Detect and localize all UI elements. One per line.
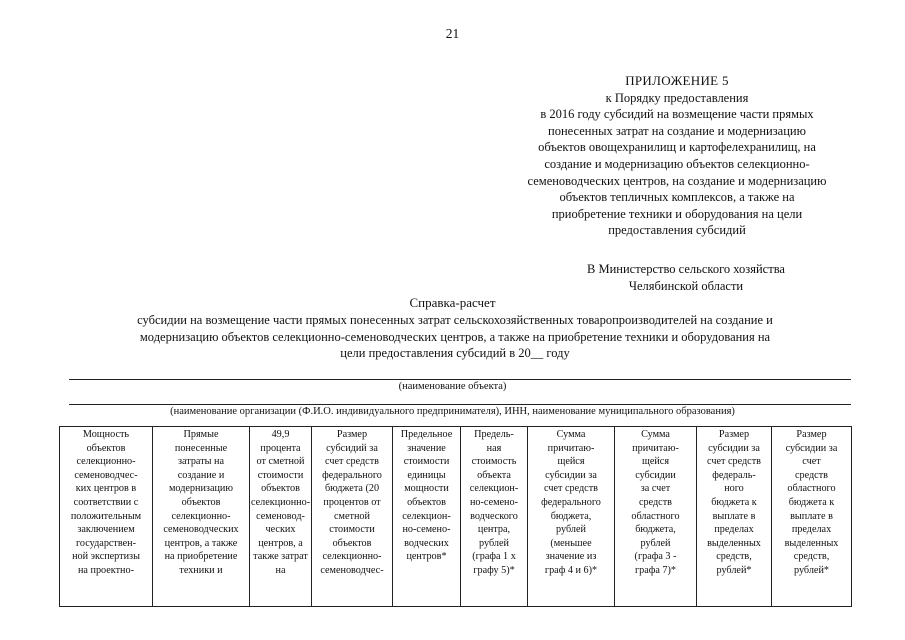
column-header-line: центра, [477,524,511,536]
column-header-line: затраты на [177,456,225,468]
column-header-line: рублей* [716,564,752,576]
column-header-line: федерального [541,496,601,508]
column-header-line: селекционно- [251,496,311,508]
column-header-line: единицы [407,469,446,481]
column-header-line: стоимости [403,456,450,468]
column-header-line: значение [407,442,446,454]
column-header-line: селекционно- [76,456,136,468]
column-header-line: графу 5)* [473,564,515,576]
column-header-line: ная [486,442,502,454]
column-header-line: селекционно- [322,551,382,563]
column-header-line: пределах [714,524,754,536]
column-header-line: счет [802,456,821,468]
column-header-line: семеноводческих [163,524,239,536]
column-header-line: бюджета к [711,496,757,508]
column-header-line: Прямые [183,429,219,440]
calculation-table [59,426,852,607]
column-header-line: за счет [640,483,671,495]
column-header-line: мощности [404,483,449,495]
column-header-line: на приобретение [164,551,238,563]
column-header-line: водческих [404,537,449,549]
column-header-line: Размер [718,429,750,440]
ministry-line: В Министерство сельского хозяйства [587,262,785,276]
column-header-line: бюджета, [635,524,676,536]
appendix-line: приобретение техники и оборудования на цели [551,206,803,221]
column-header-line: 49,9 [271,429,290,440]
table-header-row [60,427,852,607]
column-header-line: процентов от [323,496,381,508]
column-header-line: щейся [641,456,670,468]
column-header-line: семеноводчес- [74,469,138,481]
column-header-line: ческих [265,524,296,536]
column-header-line: федерального [322,469,382,481]
column-header-line: субсидии за [708,442,760,454]
column-header-line: субсидий за [326,442,378,454]
appendix-line: создание и модернизацию объектов селекционно- [544,156,810,171]
column-header-line: субсидии [635,469,676,481]
column-header-line: селекцион- [469,483,519,495]
column-header-line: селекционно- [171,510,231,522]
column-header-line: на проектно- [77,564,134,576]
column-header-line: заключением [77,524,135,536]
appendix-line: объектов тепличных комплексов, а также на [559,190,795,205]
column-header-line: бюджета к [788,496,835,508]
column-header-line: рублей [556,524,586,536]
column-header-line: от сметной [256,456,305,468]
column-header-line: (графа 1 х [472,551,516,563]
column-header-line: селекцион- [402,510,451,522]
appendix-line: понесенных затрат на создание и модернизацию [548,123,806,138]
column-header-line: выплате в [712,510,756,522]
column-header-line: объекта [477,469,511,481]
column-header-line: объектов [261,483,300,495]
organization-name-line [69,404,851,405]
column-header-line: модернизацию [168,483,233,495]
column-header [393,427,461,607]
column-header-line: областного [787,483,836,495]
column-header-line: бюджета, [550,510,592,522]
column-header-line: семеноводчес- [320,564,384,576]
appendix-line: предоставления субсидий [608,223,746,238]
column-header-line: субсидии за [545,469,597,481]
column-header-line: Предельное [400,429,453,440]
column-header-line: графа 7)* [634,564,677,576]
column-header-line: объектов [407,496,446,508]
page-number: 21 [445,26,460,41]
column-header-line: субсидии за [785,442,838,454]
column-header-line: областного [631,510,680,522]
column-header-line: средств, [793,551,830,563]
document-subtitle [60,312,850,362]
appendix-line: объектов овощехранилищ и картофелехранилищ, на [538,140,816,155]
column-header-line: водческого [470,510,518,522]
column-header-line: рублей* [794,564,829,576]
column-header-line: ной экспертизы [72,551,140,563]
column-header-line: средств, [716,551,752,563]
column-header [615,427,697,607]
column-header-line: также затрат [253,551,308,563]
column-header-line: ких центров в [75,483,137,495]
object-name-line [69,379,851,380]
column-header-line: средств [639,496,672,508]
column-header-line: стоимости [329,524,375,536]
column-header-line: рублей [640,537,671,549]
column-header-line: Сумма [641,429,670,440]
column-header-line: счет средств [325,456,379,468]
column-header-line: выделенных [707,537,761,549]
column-header-line: центров, а также [164,537,238,549]
column-header-line: стоимость [471,456,517,468]
column-header-line: причитаю- [547,442,595,454]
column-header-line: причитаю- [632,442,679,454]
column-header-line: средств [795,469,828,481]
column-header-line: граф 4 и 6)* [544,564,598,576]
column-header-line: Предель- [474,429,514,440]
appendix-line: в 2016 году субсидий на возмещение части прямых [540,107,814,122]
ministry-line: Челябинской области [628,278,744,293]
column-header-line: выплате в [790,510,833,522]
column-header-line: стоимости [257,469,304,481]
document-title: Справка-расчет [409,295,496,310]
column-header-line: семеновод- [256,510,305,522]
column-header-line: положительным [70,510,142,522]
column-header-line: соответствии с [73,496,139,508]
subtitle-line: модернизацию объектов селекционно-семеноводческих центров, а также на приобретение техники и оборудования на [139,329,771,344]
column-header-line: государствен- [76,537,136,549]
column-header-line: создание и [177,469,225,481]
subtitle-line: цели предоставления субсидий в 20__ году [340,346,570,361]
column-header-line: бюджета (20 [324,483,380,495]
column-header-line: Размер [336,429,368,440]
column-header-line: счет средств [544,483,598,495]
appendix-heading: ПРИЛОЖЕНИЕ 5 [625,73,729,88]
column-header-line: Мощность [82,429,130,440]
object-caption: (наименование объекта) [398,381,507,392]
column-header-line: центров, а [258,537,303,549]
column-header-line: рублей [479,537,509,549]
column-header-line: на [275,564,286,576]
column-header-line: пределах [791,524,832,536]
column-header [772,427,852,607]
appendix-line: к Порядку предоставления [605,90,749,105]
column-header-line: процента [260,442,301,454]
column-header [697,427,772,607]
column-header-line: техники и [179,564,223,576]
column-header-line: Сумма [556,429,586,440]
column-header-line: центров* [406,551,447,563]
column-header-line: объектов [86,442,126,454]
column-header-line: значение из [545,551,597,563]
column-header-line: объектов [181,496,221,508]
column-header-line: федераль- [712,469,756,481]
column-header [461,427,528,607]
column-header-line: но-семено- [402,524,451,536]
appendix-line: семеноводческих центров, на создание и модернизацию [527,173,827,188]
column-header-line: Размер [796,429,827,440]
column-header-line: но-семено- [469,496,518,508]
organization-caption: (наименование организации (Ф.И.О. индивидуального предпринимателя), ИНН, наименование муниципального образования) [170,406,735,417]
column-header [312,427,393,607]
column-header-line: (графа 3 - [634,551,677,563]
column-header [250,427,312,607]
column-header-line: сметной [334,510,370,522]
column-header [153,427,250,607]
column-header-line: ного [724,483,744,495]
column-header [60,427,153,607]
column-header [528,427,615,607]
column-header-line: счет средств [707,456,761,468]
column-header-line: объектов [332,537,372,549]
column-header-line: щейся [557,456,585,468]
column-header-line: выделенных [784,537,839,549]
ministry-addressee [566,261,806,294]
subtitle-line: субсидии на возмещение части прямых понесенных затрат сельскохозяйственных товаропроизводителей на создание и [137,313,773,327]
column-header-line: (меньшее [550,537,592,549]
column-header-line: понесенные [174,442,228,454]
appendix-block [492,73,862,239]
